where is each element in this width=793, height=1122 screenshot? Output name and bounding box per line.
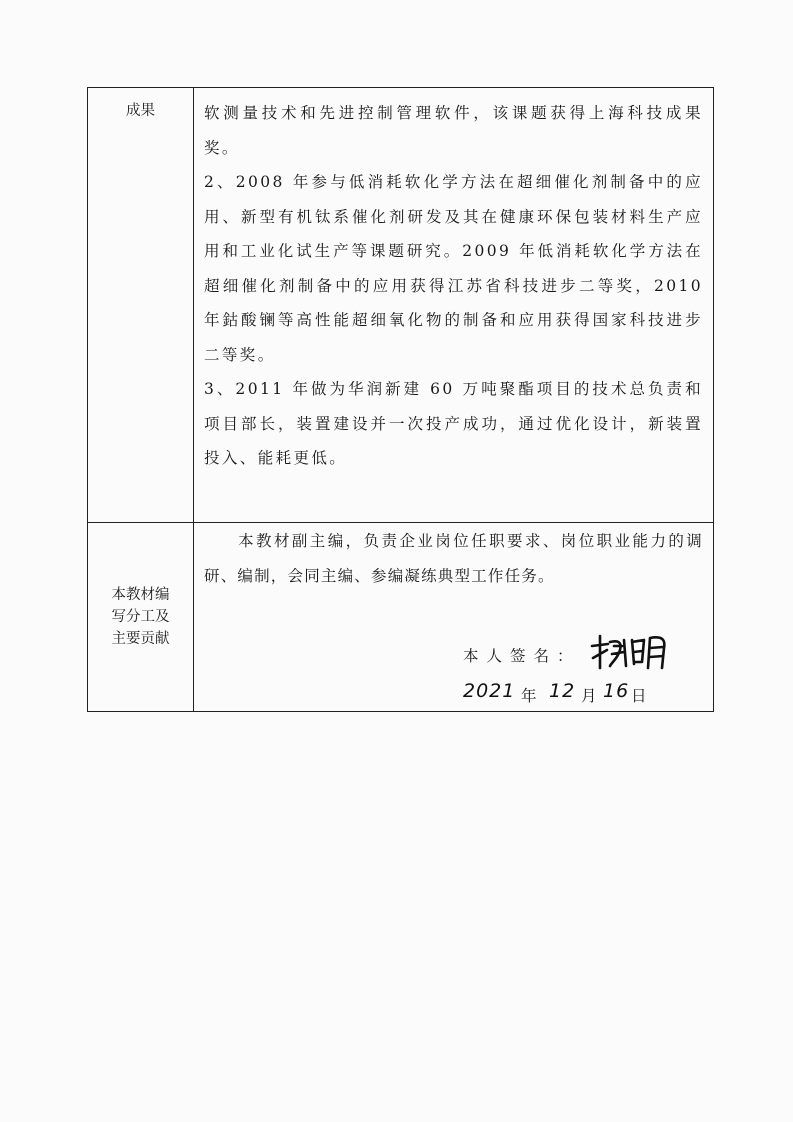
achievements-row bbox=[88, 88, 713, 523]
signature-block bbox=[463, 632, 693, 716]
contribution-content bbox=[194, 522, 713, 711]
signature-line bbox=[463, 632, 693, 672]
date-month-unit: 月 bbox=[581, 687, 597, 705]
date-month: 12 bbox=[549, 680, 576, 702]
contribution-row bbox=[88, 522, 713, 711]
contribution-paragraph: 本教材副主编，负责企业岗位任职要求、岗位职业能力的调研、编制，会同主编、参编凝练典型工作任务。 bbox=[204, 532, 703, 585]
signature-date bbox=[463, 676, 693, 716]
contribution-label: 本教材编写分工及主要贡献 bbox=[111, 586, 170, 647]
date-year-unit: 年 bbox=[521, 687, 537, 705]
achievement-paragraph-3: 3、2011 年做为华润新建 60 万吨聚酯项目的技术总负责和项目部长，装置建设并一次投产成功，通过优化设计，新装置投入、能耗更低。 bbox=[204, 380, 703, 467]
handwritten-signature bbox=[588, 632, 678, 672]
form-table bbox=[87, 87, 714, 712]
achievements-label: 成果 bbox=[88, 88, 194, 522]
achievement-paragraph-1: 软测量技术和先进控制管理软件，该课题获得上海科技成果奖。 bbox=[204, 104, 703, 157]
date-year: 2021 bbox=[463, 680, 516, 702]
achievement-paragraph-2: 2、2008 年参与低消耗软化学方法在超细催化剂制备中的应用、新型有机钛系催化剂研发及其在健康环保包装材料生产应用和工业化试生产等课题研究。2009 年低消耗软化学方法在超细催化剂制备中的应用获得江苏省科技进步二等奖，2010 年鈷酸镧等高性能超细氧化物的制备和应用获得国家科技进步二等奖。 bbox=[204, 173, 703, 364]
contribution-label-cell bbox=[88, 522, 194, 711]
date-day-unit: 日 bbox=[631, 687, 647, 705]
date-day: 16 bbox=[603, 680, 630, 702]
achievements-content bbox=[194, 88, 713, 522]
signature-label: 本人签名： bbox=[463, 647, 581, 665]
